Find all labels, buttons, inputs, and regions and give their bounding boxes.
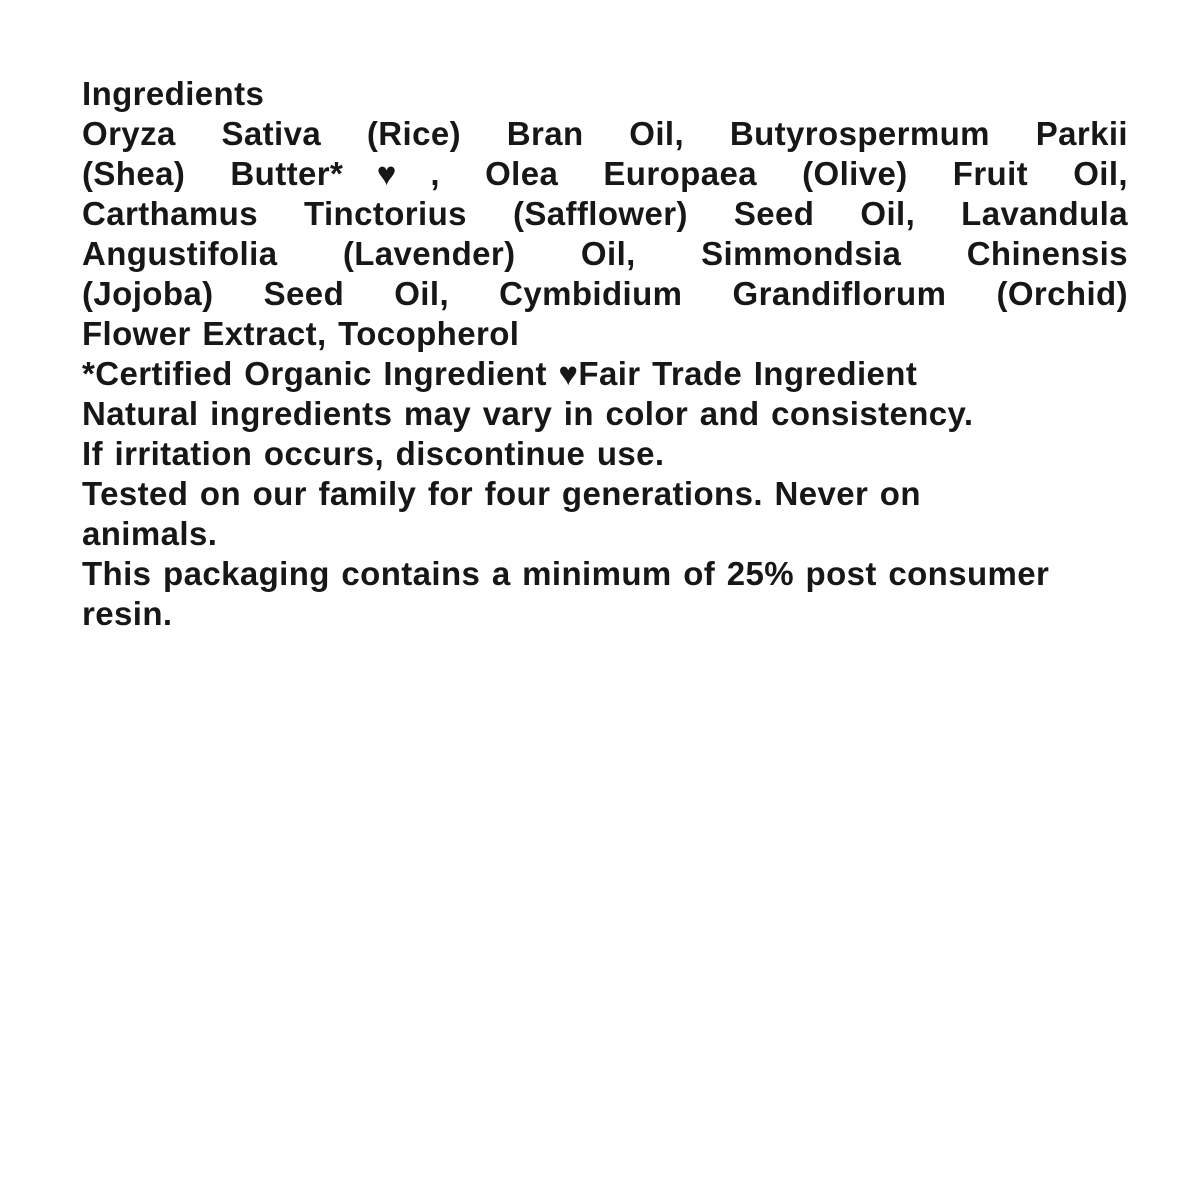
- disclaimer-irritation-line: If irritation occurs, discontinue use.: [82, 435, 665, 472]
- packaging-statement-line-1: This packaging contains a minimum of 25% post consumer: [82, 555, 1050, 592]
- packaging-statement-line-2: resin.: [82, 595, 173, 632]
- ingredients-heading: Ingredients: [82, 75, 265, 112]
- legend-line: *Certified Organic Ingredient ♥Fair Trade Ingredient: [82, 355, 918, 392]
- ingredients-text-line-5: (Jojoba) Seed Oil, Cymbidium Grandiflorum (Orchid): [82, 275, 1128, 312]
- testing-statement-line-2: animals.: [82, 515, 218, 552]
- testing-statement-line-1: Tested on our family for four generations. Never on: [82, 475, 921, 512]
- ingredients-text-line-1: Oryza Sativa (Rice) Bran Oil, Butyrospermum Parkii: [82, 115, 1128, 152]
- disclaimer-variation-line: Natural ingredients may vary in color and consistency.: [82, 395, 974, 432]
- ingredients-label: [82, 74, 1128, 634]
- ingredients-text-line-4: Angustifolia (Lavender) Oil, Simmondsia Chinensis: [82, 235, 1128, 272]
- ingredients-text-line-2: (Shea) Butter*♥, Olea Europaea (Olive) Fruit Oil,: [82, 155, 1128, 192]
- ingredients-text-line-6: Flower Extract, Tocopherol: [82, 315, 520, 352]
- ingredients-text-line-3: Carthamus Tinctorius (Safflower) Seed Oil, Lavandula: [82, 195, 1128, 232]
